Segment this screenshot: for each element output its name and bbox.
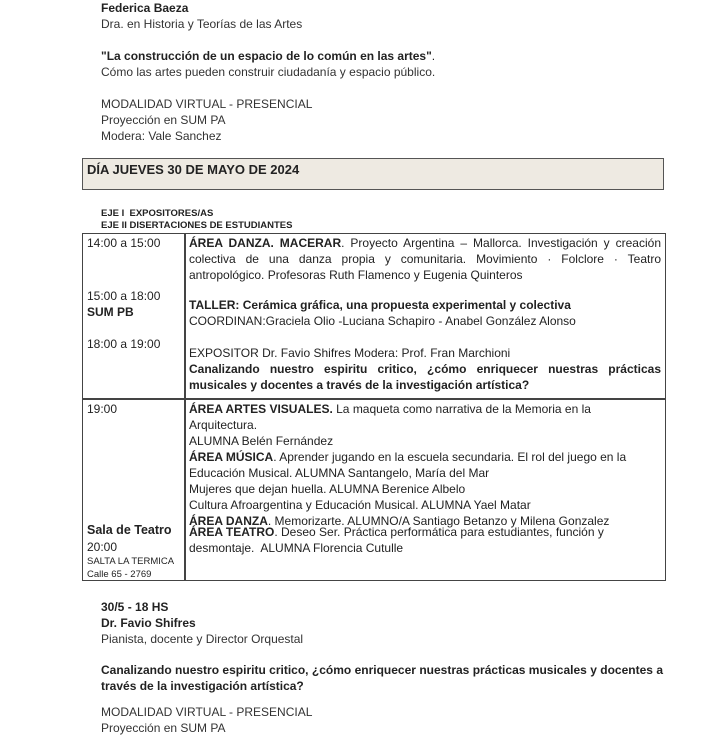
time-19: 19:00: [87, 402, 118, 416]
activity-teatro: [189, 524, 661, 556]
talk-question: Canalizando nuestro espiritu critico, ¿cómo enriquecer nuestras prácticas musicales y docentes a través de la investigación artística?: [101, 663, 663, 693]
time-14-15: 14:00 a 15:00: [87, 236, 161, 250]
talk-title-line: [101, 48, 435, 64]
modality: MODALIDAD VIRTUAL - PRESENCIAL: [101, 97, 313, 111]
activity-expositor: EXPOSITOR Dr. Favio Shifres Modera: Prof. Fran Marchioni: [189, 346, 511, 360]
speaker-title: Dra. en Historia y Teorías de las Artes: [101, 17, 303, 31]
eje-2-label: EJE II DISERTACIONES DE ESTUDIANTES: [101, 220, 293, 231]
day-header-title: DÍA JUEVES 30 DE MAYO DE 2024: [87, 162, 300, 177]
activity-text: . Proyecto Argentina – Mallorca. Investigación y creación colectiva de una danza propia y comunitaria. Movimiento · Folclore · Teatro antropológico. Profesoras Ruth Flamenco y Eugenia Quinteros: [189, 236, 661, 282]
activity-text: . Deseo Ser. Práctica performática para estudiantes, función y: [274, 525, 604, 539]
speaker2-modality-block: [101, 704, 312, 736]
activity-title: ÁREA DANZA: [189, 514, 268, 528]
activity-musica-student: Educación Musical. ALUMNA Santangelo, María del Mar: [189, 466, 490, 480]
activity-title: ÁREA TEATRO: [189, 525, 275, 539]
row-divider: [83, 398, 665, 400]
venue-salta-la-termica: SALTA LA TERMICA: [87, 556, 175, 567]
speaker-name: Federica Baeza: [101, 1, 189, 15]
projection: Proyección en SUM PA: [101, 721, 226, 735]
activity-teatro-student: desmontaje. ALUMNA Florencia Cutulle: [189, 541, 404, 555]
activities-19hs: [189, 401, 661, 529]
venue-sala-de-teatro: Sala de Teatro: [87, 523, 172, 537]
speaker-federica-baeza: [101, 0, 435, 144]
activity-coordinators: COORDINAN:Graciela Olio -Luciana Schapiro - Anabel González Alonso: [189, 314, 576, 328]
talk-title-period: .: [431, 49, 436, 63]
time-20: 20:00: [87, 540, 118, 554]
column-divider: [184, 234, 186, 580]
activity-cultura-afro: Cultura Afroargentina y Educación Musical. ALUMNA Yael Matar: [189, 498, 531, 512]
activity-expositor-shifres: [189, 345, 661, 393]
speaker-name: Dr. Favio Shifres: [101, 616, 196, 630]
schedule-table: [82, 233, 666, 581]
activity-question: Canalizando nuestro espiritu critico, ¿cómo enriquecer nuestras prácticas musicales y docentes a través de la investigación artística?: [189, 362, 661, 392]
time-18-19: 18:00 a 19:00: [87, 337, 161, 351]
activity-title: ÁREA MÚSICA: [189, 450, 274, 464]
talk-title: "La construcción de un espacio de lo común en las artes": [101, 49, 432, 63]
eje-1-label: EJE I EXPOSITORES/AS: [101, 208, 214, 219]
activity-musica: [189, 449, 661, 465]
activity-title: TALLER: Cerámica gráfica, una propuesta experimental y colectiva: [189, 298, 571, 312]
talk-subtitle: Cómo las artes pueden construir ciudadanía y espacio público.: [101, 65, 436, 79]
ejes-legend: [101, 208, 292, 232]
moderator: Modera: Vale Sanchez: [101, 129, 222, 143]
activity-student: ALUMNA Belén Fernández: [189, 434, 334, 448]
activity-mujeres: Mujeres que dejan huella. ALUMNA Berenice Albelo: [189, 482, 466, 496]
activity-area-danza-macerar: [189, 235, 661, 283]
speaker-favio-shifres: [101, 599, 303, 647]
activity-taller-ceramica: [189, 297, 661, 329]
speaker-date: 30/5 - 18 HS: [101, 600, 169, 614]
activity-title: ÁREA ARTES VISUALES.: [189, 402, 333, 416]
venue-address: Calle 65 - 2769: [87, 569, 152, 580]
day-header-box: [82, 158, 664, 190]
speaker-title: Pianista, docente y Director Orquestal: [101, 632, 304, 646]
activity-text: La maqueta como narrativa de la Memoria en la Arquitectura.: [189, 402, 591, 432]
activity-text: . Aprender jugando en la escuela secundaria. El rol del juego en la: [273, 450, 627, 464]
activity-text: . Memorizarte. ALUMNO/A Santiago Betanzo y Milena Gonzalez: [267, 514, 610, 528]
time-15-18: 15:00 a 18:00: [87, 289, 161, 303]
place-sum-pb: SUM PB: [87, 305, 134, 319]
activity-title: ÁREA DANZA. MACERAR: [189, 236, 342, 250]
projection: Proyección en SUM PA: [101, 113, 226, 127]
modality: MODALIDAD VIRTUAL - PRESENCIAL: [101, 705, 313, 719]
activity-artes-visuales: [189, 401, 661, 433]
